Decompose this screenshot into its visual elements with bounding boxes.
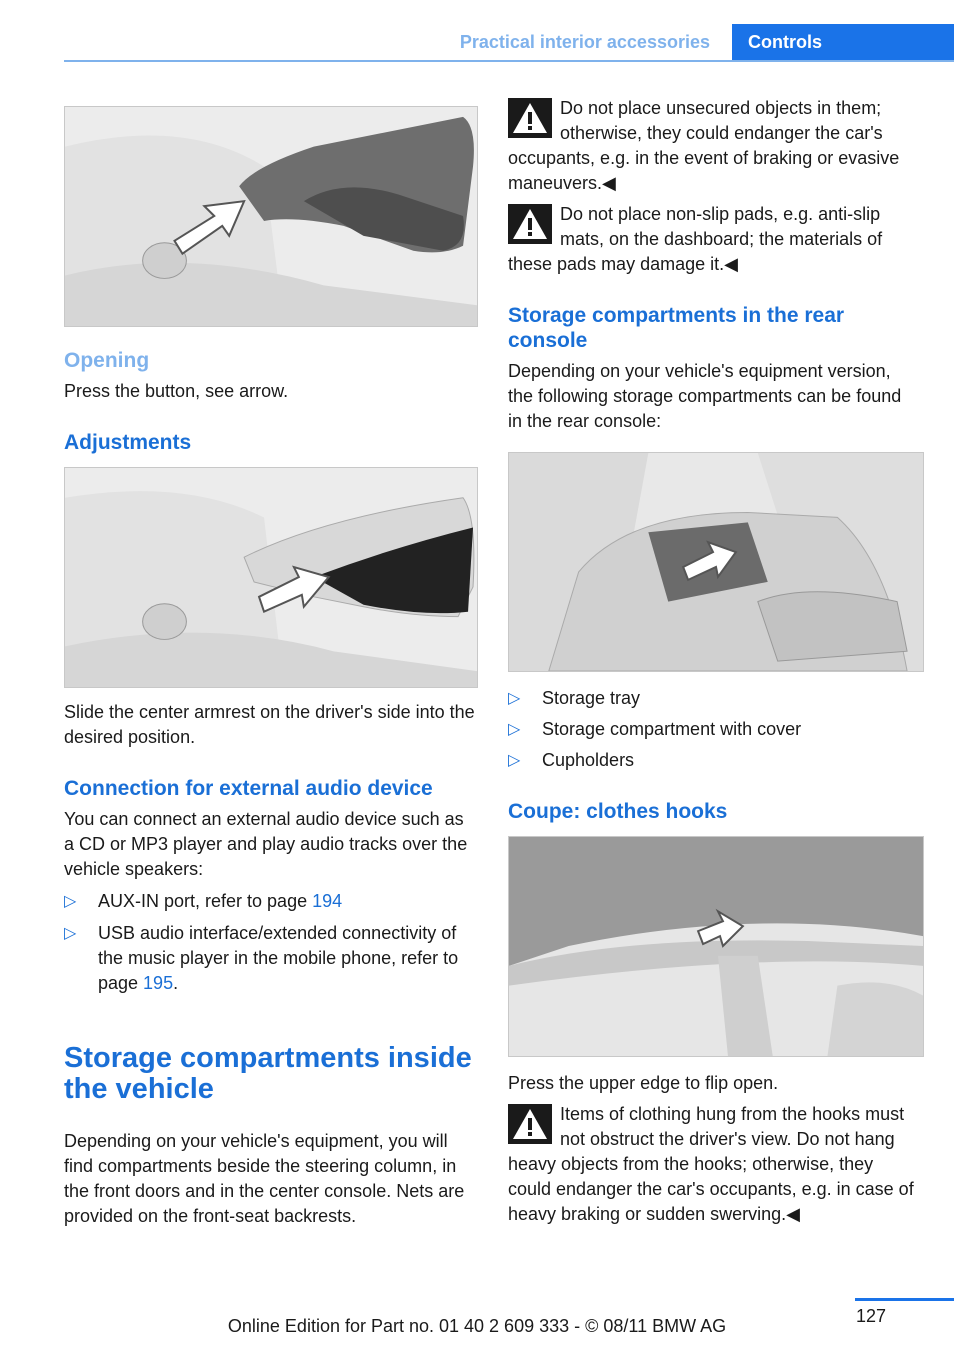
list-item-suffix: . — [173, 973, 179, 993]
list-item — [508, 717, 920, 742]
bullet-triangle-icon: ▷ — [508, 721, 521, 738]
warning-text: Do not place unsecured objects in them; otherwise, they could endanger the car's occupants, e.g. in the event of braking or evasive maneuvers.◀ — [508, 98, 900, 193]
clothes-hook-photo — [508, 836, 924, 1057]
running-header-chapter: Controls — [732, 24, 954, 60]
adjustments-heading: Adjustments — [64, 431, 192, 454]
list-item-text: Storage compartment with cover — [542, 719, 802, 739]
audio-heading: Connection for external audio device — [64, 777, 433, 800]
page-link-194[interactable]: 194 — [312, 891, 343, 911]
warning-icon — [508, 204, 552, 244]
adjustments-text: Slide the center armrest on the driver's side into the desired position. — [64, 702, 475, 747]
list-item-text: Cupholders — [542, 750, 635, 770]
warning-text: Items of clothing hung from the hooks must not obstruct the driver's view. Do not hang heavy objects from the hooks; otherwise, they could endanger the car's occupants, e.g. in case of heavy braking or sudden swerving.◀ — [508, 1104, 914, 1224]
armrest-opening-photo — [64, 106, 478, 327]
list-item — [64, 921, 478, 996]
warning-text: Do not place non-slip pads, e.g. anti-slip mats, on the dashboard; the materials of these pads may damage it.◀ — [508, 204, 883, 274]
bullet-triangle-icon: ▷ — [64, 925, 77, 942]
warning-icon — [508, 1104, 552, 1144]
clothes-hooks-heading: Coupe: clothes hooks — [508, 800, 728, 823]
rear-console-list — [508, 686, 920, 773]
page-link-195[interactable]: 195 — [143, 973, 174, 993]
storage-text: Depending on your vehicle's equipment, you will find compartments beside the steering column, in the front doors and in the center console. Nets are provided on the front-seat backrests. — [64, 1131, 465, 1226]
list-item — [508, 748, 920, 773]
rear-console-text: Depending on your vehicle's equipment version, the following storage compartments can be found in the rear console: — [508, 361, 902, 431]
footer-edition: Online Edition for Part no. 01 40 2 609 333 - © 08/11 BMW AG — [227, 1316, 727, 1336]
clothes-hooks-text: Press the upper edge to flip open. — [508, 1073, 779, 1093]
audio-list — [64, 889, 478, 996]
warning-non-slip-pads — [508, 202, 920, 277]
list-item-text: USB audio interface/extended connectivity of the music player in the mobile phone, refer to page — [98, 923, 459, 993]
warning-icon — [508, 98, 552, 138]
armrest-adjust-photo — [64, 467, 478, 688]
page-number: 127 — [856, 1306, 887, 1326]
list-item — [64, 889, 478, 914]
list-item-text: AUX-IN port, refer to page — [98, 891, 313, 911]
header-rule — [64, 60, 954, 62]
warning-clothing — [508, 1102, 920, 1227]
bullet-triangle-icon: ▷ — [64, 893, 77, 910]
bullet-triangle-icon: ▷ — [508, 752, 521, 769]
rear-console-photo — [508, 452, 924, 672]
storage-heading: Storage compartments inside the vehicle — [64, 1042, 472, 1105]
opening-text: Press the button, see arrow. — [64, 381, 289, 401]
bullet-triangle-icon: ▷ — [508, 690, 521, 707]
rear-console-heading: Storage compartments in the rear console — [508, 304, 845, 352]
list-item — [508, 686, 920, 711]
footer-rule — [855, 1298, 954, 1301]
warning-unsecured-objects — [508, 96, 920, 196]
running-header-section: Practical interior accessories — [459, 32, 710, 52]
audio-text: You can connect an external audio device such as a CD or MP3 player and play audio tracks over the vehicle speakers: — [64, 809, 468, 879]
list-item-text: Storage tray — [542, 688, 641, 708]
opening-heading: Opening — [64, 349, 150, 372]
